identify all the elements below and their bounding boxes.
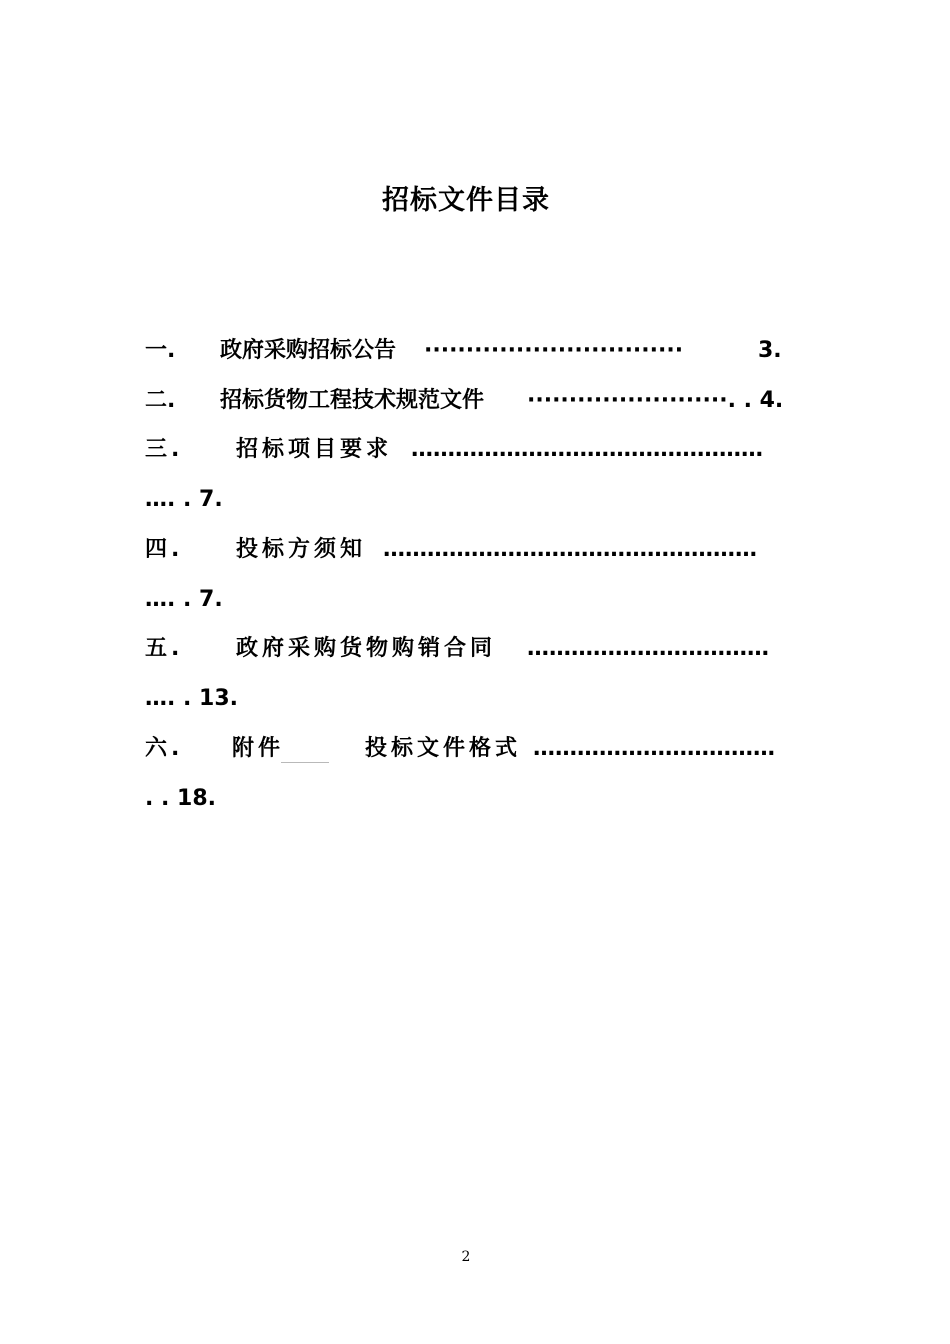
toc-item-number: 六. <box>145 736 184 761</box>
toc-item-page: 3. <box>758 338 782 363</box>
toc-item-leader: ………………………………………… <box>411 437 763 462</box>
toc-item-title: 投标文件格式 <box>365 736 522 761</box>
page-number: 2 <box>461 1249 471 1265</box>
toc-item-title-attachment: 附件 <box>232 736 285 761</box>
toc-item-title: 招标项目要求 <box>236 437 393 462</box>
toc-item-number: 一. <box>145 338 176 363</box>
toc-item-title: 政府采购货物购销合同 <box>236 636 497 661</box>
toc-item-page: …. . 7. <box>145 587 223 612</box>
toc-item-leader: ······························· <box>424 338 684 363</box>
toc-item-page: . . 18. <box>145 786 217 811</box>
toc-item-number: 二. <box>145 388 176 413</box>
toc-item-leader: …………………………………………… <box>383 537 757 562</box>
toc-item-title: 投标方须知 <box>236 537 367 562</box>
document-title: 招标文件目录 <box>382 185 550 216</box>
toc-item-leader: …………………………… <box>533 736 775 761</box>
toc-item-number: 三. <box>145 437 184 462</box>
toc-item-title: 招标货物工程技术规范文件 <box>220 388 485 413</box>
toc-item-number: 四. <box>145 537 184 562</box>
toc-item-page: …. . 7. <box>145 487 223 512</box>
attachment-blank-line <box>281 762 329 763</box>
toc-item-title: 政府采购招标公告 <box>220 338 397 363</box>
toc-item-page: …. . 13. <box>145 686 239 711</box>
toc-item-leader: …………………………… <box>527 636 769 661</box>
toc-item-leader: ························. . 4. <box>527 388 784 413</box>
toc-item-number: 五. <box>145 636 184 661</box>
